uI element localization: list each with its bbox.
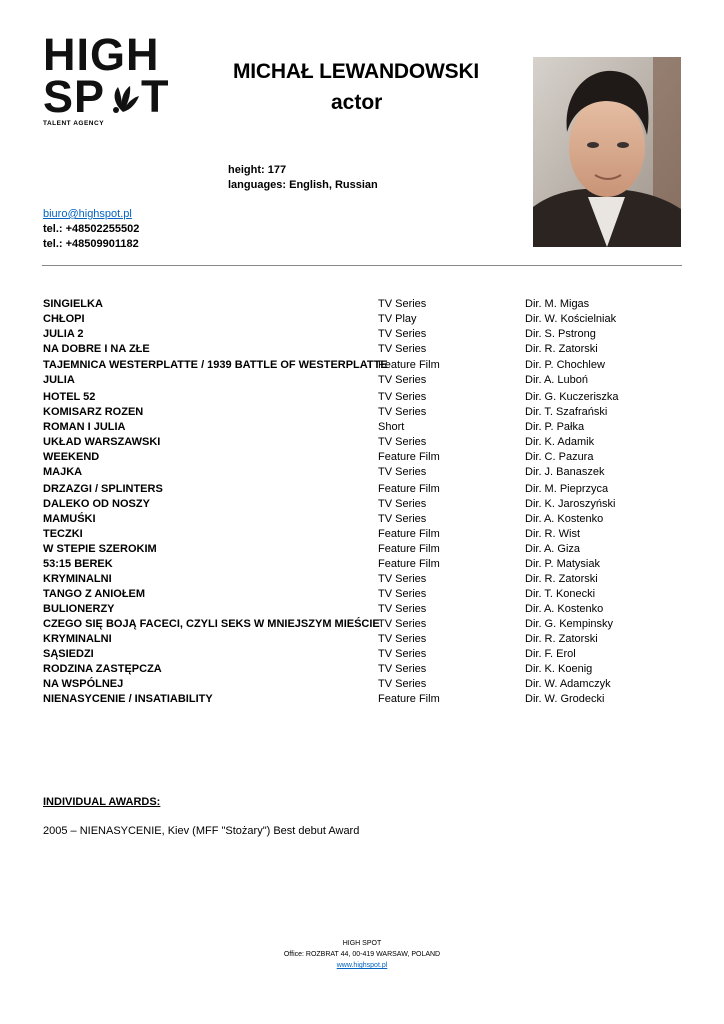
credit-title: KRYMINALNI [43,633,112,645]
credit-row [43,512,683,527]
credit-title: UKŁAD WARSZAWSKI [43,436,161,448]
credit-director: Dir. R. Wist [525,528,580,540]
credit-title: TECZKI [43,528,83,540]
credit-type: TV Series [378,391,427,403]
credit-director: Dir. K. Adamik [525,436,595,448]
credit-type: TV Series [378,343,427,355]
credit-type: Feature Film [378,693,440,705]
actor-role: actor [331,91,383,114]
credit-row [43,647,683,662]
credit-row [43,572,683,587]
email-link[interactable]: biuro@highspot.pl [43,208,132,220]
credit-director: Dir. A. Giza [525,543,581,555]
credit-director: Dir. A. Luboń [525,374,588,386]
credit-director: Dir. W. Adamczyk [525,678,611,690]
credit-type: TV Series [378,573,427,585]
agency-logo [43,29,183,127]
credit-title: HOTEL 52 [43,391,96,403]
credit-director: Dir. P. Pałka [525,421,585,433]
logo-line-2 [43,71,183,122]
credit-director: Dir. F. Erol [525,648,576,660]
credit-title: WEEKEND [43,451,100,463]
credit-director: Dir. K. Jaroszyński [525,498,616,510]
credit-type: TV Series [378,436,427,448]
credit-row [43,542,683,557]
footer-company: HIGH SPOT [342,940,382,947]
credit-type: Feature Film [378,558,440,570]
credit-type: TV Series [378,603,427,615]
credit-director: Dir. P. Chochlew [525,359,605,371]
credit-title: W STEPIE SZEROKIM [43,543,157,555]
credit-row [43,602,683,617]
credit-director: Dir. W. Kościelniak [525,313,617,325]
credit-title: JULIA 2 [43,328,84,340]
phone-2: tel.: +48509901182 [43,238,139,250]
logo-line-1: HIGH [43,29,160,80]
footer-address: Office: ROZBRAT 44, 00-419 WARSAW, POLAND [283,951,441,958]
credit-type: Feature Film [378,359,440,371]
credit-type: Feature Film [378,543,440,555]
credit-type: TV Series [378,466,427,478]
credit-director: Dir. K. Koenig [525,663,593,675]
credit-director: Dir. S. Pstrong [525,328,596,340]
credit-type: TV Series [378,618,427,630]
credit-director: Dir. A. Kostenko [525,513,604,525]
credit-title: CHŁOPI [43,313,85,325]
credit-director: Dir. W. Grodecki [525,693,605,705]
credit-director: Dir. P. Matysiak [525,558,600,570]
credit-title: SĄSIEDZI [43,648,94,660]
credit-row [43,312,683,327]
credit-type: TV Series [378,648,427,660]
credit-title: NA WSPÓLNEJ [43,678,124,690]
languages-info: languages: English, Russian [228,179,378,191]
credit-row [43,465,683,480]
credits-list [43,297,683,707]
credit-row [43,297,683,312]
credit-title: JULIA [43,374,75,386]
credit-row [43,482,683,497]
credit-row [43,390,683,405]
height-info: height: 177 [228,164,287,176]
credit-row [43,617,683,632]
credit-title: DALEKO OD NOSZY [43,498,150,510]
credit-director: Dir. G. Kuczeriszka [525,391,619,403]
credit-row [43,677,683,692]
credit-title: KRYMINALNI [43,573,112,585]
credit-director: Dir. J. Banaszek [525,466,605,478]
credit-row [43,632,683,647]
credit-title: NIENASYCENIE / INSATIABILITY [43,693,213,705]
credit-type: TV Series [378,298,427,310]
credit-type: TV Series [378,678,427,690]
credit-director: Dir. G. Kempinsky [525,618,614,630]
logo-text-t: T [141,71,170,122]
credit-director: Dir. R. Zatorski [525,573,598,585]
credit-title: CZEGO SIĘ BOJĄ FACECI, CZYLI SEKS W MNIEJSZYM MIEŚCIE [43,618,380,630]
footer-url-link[interactable]: www.highspot.pl [336,962,388,969]
credit-title: BULIONERZY [43,603,115,615]
credit-row [43,342,683,357]
credit-row [43,327,683,342]
credit-row [43,435,683,450]
credit-type: TV Play [378,313,417,325]
divider [42,265,682,266]
credit-row [43,587,683,602]
credit-title: ROMAN I JULIA [43,421,126,433]
credit-director: Dir. A. Kostenko [525,603,604,615]
phone-1: tel.: +48502255502 [43,223,140,235]
credit-type: TV Series [378,513,427,525]
credit-row [43,373,683,388]
credit-title: RODZINA ZASTĘPCZA [43,663,162,675]
logo-text-sp: SP [43,71,106,122]
credit-title: NA DOBRE I NA ZŁE [43,343,150,355]
credit-director: Dir. T. Szafrański [525,406,608,418]
credit-row [43,450,683,465]
credit-title: TANGO Z ANIOŁEM [43,588,146,600]
credit-director: Dir. R. Zatorski [525,633,598,645]
credit-title: MAJKA [43,466,83,478]
credit-row [43,692,683,707]
credit-row [43,662,683,677]
logo-flower-icon [106,80,140,114]
credit-row [43,420,683,435]
credit-type: Short [378,421,405,433]
credit-title: MAMUŚKI [43,513,96,525]
credit-type: TV Series [378,406,427,418]
awards-heading: INDIVIDUAL AWARDS: [43,796,161,808]
credit-title: DRZAZGI / SPLINTERS [43,483,163,495]
credit-title: 53:15 BEREK [43,558,113,570]
actor-name: MICHAŁ LEWANDOWSKI [233,60,480,83]
credit-row [43,405,683,420]
credit-director: Dir. M. Pieprzyca [525,483,609,495]
credit-director: Dir. M. Migas [525,298,590,310]
credit-type: Feature Film [378,483,440,495]
credit-director: Dir. T. Konecki [525,588,596,600]
credit-title: KOMISARZ ROZEN [43,406,144,418]
credit-type: TV Series [378,633,427,645]
credit-row [43,557,683,572]
logo-tagline: TALENT AGENCY [43,120,105,127]
credit-title: SINGIELKA [43,298,103,310]
credit-type: Feature Film [378,451,440,463]
credit-row [43,497,683,512]
footer-url-wrap [0,962,724,969]
actor-photo [533,57,681,247]
credit-director: Dir. C. Pazura [525,451,594,463]
credit-type: TV Series [378,663,427,675]
credit-type: TV Series [378,374,427,386]
credit-type: TV Series [378,328,427,340]
credit-type: Feature Film [378,528,440,540]
credit-row [43,527,683,542]
credit-type: TV Series [378,588,427,600]
credit-type: TV Series [378,498,427,510]
credit-title: TAJEMNICA WESTERPLATTE / 1939 BATTLE OF WESTERPLATTE [43,359,388,371]
credit-director: Dir. R. Zatorski [525,343,598,355]
award-item: 2005 – NIENASYCENIE, Kiev (MFF "Stożary") Best debut Award [43,825,360,837]
credit-row [43,358,683,373]
